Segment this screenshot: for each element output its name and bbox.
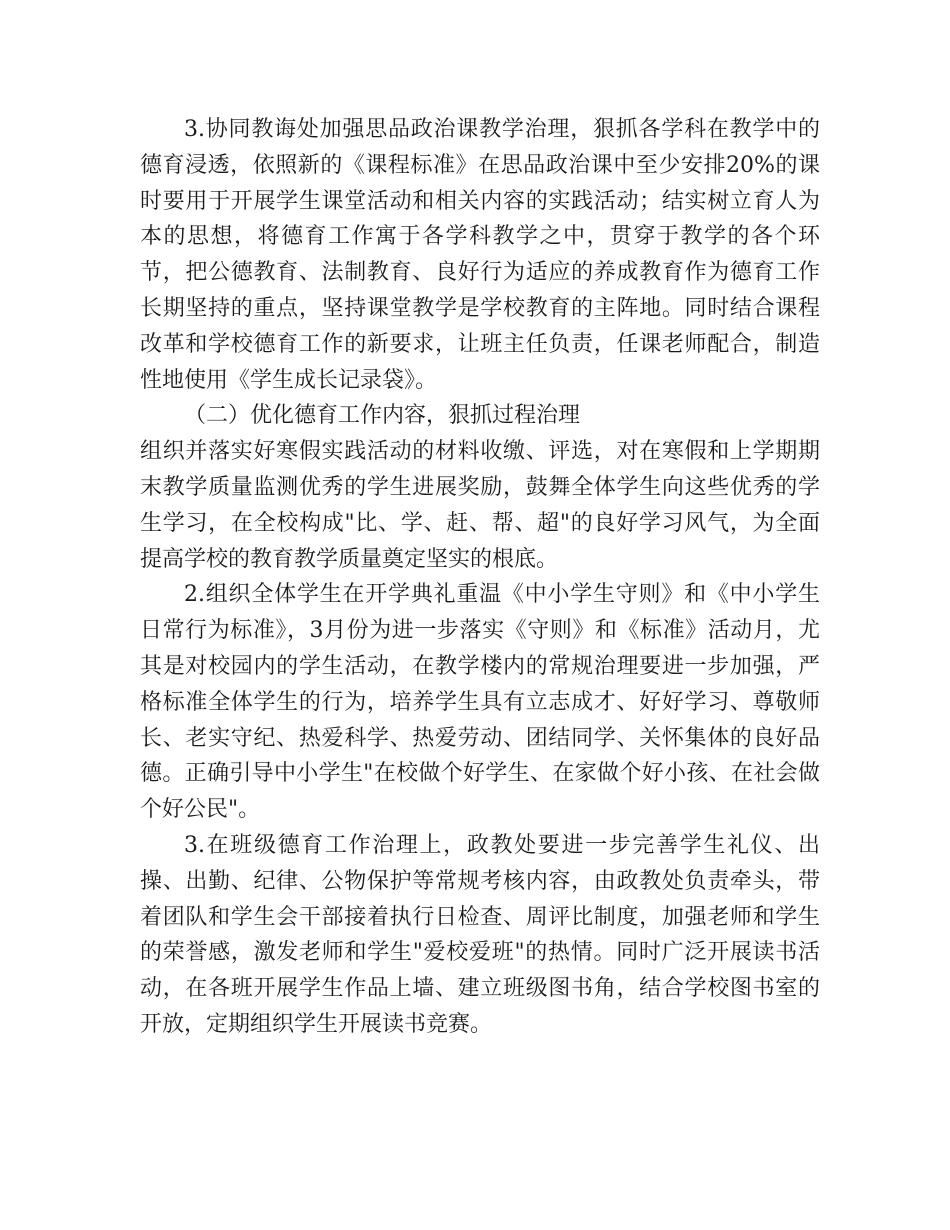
document-body bbox=[140, 112, 820, 1043]
section-heading-optimize-content: （二）优化德育工作内容，狠抓过程治理 bbox=[184, 403, 581, 429]
paragraph-moral-education-in-subjects: 3.协同教诲处加强思品政治课教学治理，狠抓各学科在教学中的德育浸透，依照新的《课程标准》在思品政治课中至少安排20%的课时要用于开展学生课堂活动和相关内容的实践活动；结实树立育人为本的思想，将德育工作寓于各学科教学之中，贯穿于教学的各个环节，把公德教育、法制教育、良好行为适应的养成教育作为德育工作长期坚持的重点，坚持课堂教学是学校教育的主阵地。同时结合课程改革和学校德育工作的新要求，让班主任负责，任课老师配合，制造性地使用《学生成长记录袋》。 bbox=[140, 117, 820, 393]
paragraph-class-management: 3.在班级德育工作治理上，政教处要进一步完善学生礼仪、出操、出勤、纪律、公物保护等常规考核内容，由政教处负责牵头，带着团队和学生会干部接着执行日检查、周评比制度，加强老师和学生的荣誉感，激发老师和学生"爱校爱班"的热情。同时广泛开展读书活动，在各班开展学生作品上墙、建立班级图书角，结合学校图书室的开放，定期组织学生开展读书竞赛。 bbox=[140, 832, 820, 1037]
paragraph-student-code-of-conduct: 2.组织全体学生在开学典礼重温《中小学生守则》和《中小学生日常行为标准》，3月份为进一步落实《守则》和《标准》活动月，尤其是对校园内的学生活动，在教学楼内的常规治理要进一步加强，严格标准全体学生的行为，培养学生具有立志成才、好好学习、尊敬师长、老实守纪、热爱科学、热爱劳动、团结同学、关怀集体的良好品德。正确引导中小学生"在校做个好学生、在家做个好小孩、在社会做个好公民"。 bbox=[140, 582, 820, 823]
paragraph-winter-practice-activities: 组织并落实好寒假实践活动的材料收缴、评选，对在寒假和上学期期末教学质量监测优秀的学生进展奖励，鼓舞全体学生向这些优秀的学生学习，在全校构成"比、学、赶、帮、超"的良好学习风气，为全面提高学校的教育教学质量奠定坚实的根底。 bbox=[140, 439, 820, 572]
